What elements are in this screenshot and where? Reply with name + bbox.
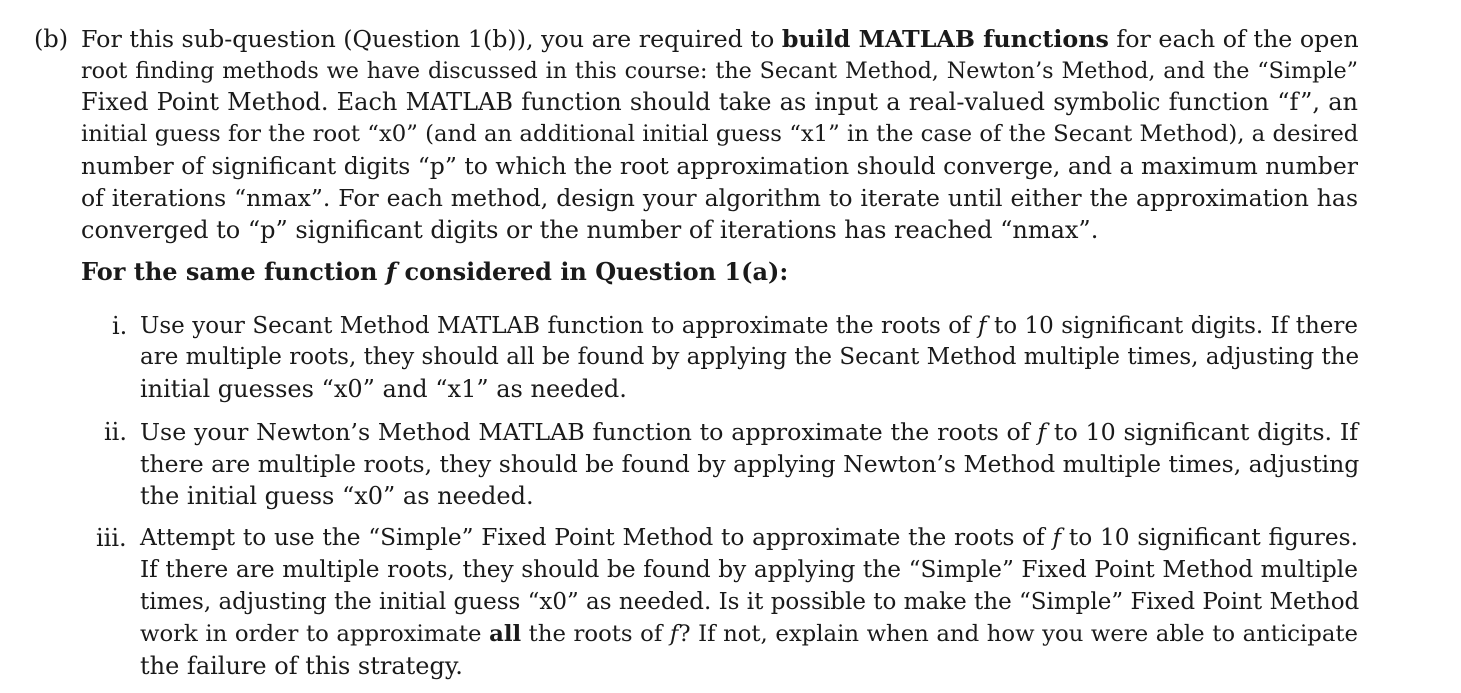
item-i-line-3: initial guesses “x0” and “x1” as needed. [140, 375, 627, 403]
item-ii-line-2: there are multiple roots, they should be found by applying Newton’s Method multiple times, adjusting [140, 450, 1360, 478]
intro-line-1: For this sub-question (Question 1(b)), you are required to build MATLAB functions for each of the open [81, 25, 1359, 53]
item-iii-line-4: work in order to approximate all the roots of f? If not, explain when and how you were able to anticipate [140, 621, 1359, 647]
item-iii-line-5: the failure of this strategy. [140, 652, 463, 680]
intro-line-3: Fixed Point Method. Each MATLAB function should take as input a real-valued symbolic function “f”, an [81, 88, 1358, 116]
item-i-line-2: are multiple roots, they should all be found by applying the Secant Method multiple times, adjusting the [140, 344, 1360, 370]
emphasis-build-matlab: build MATLAB functions [781, 25, 1109, 53]
item-ii-line-3: the initial guess “x0” as needed. [140, 482, 534, 510]
intro-line-5: number of significant digits “p” to which the root approximation should converge, and a maximum number [81, 152, 1358, 180]
intro-line-2: root finding methods we have discussed in this course: the Secant Method, Newton’s Method, and the “Simple” [81, 58, 1358, 84]
item-marker: ii. [104, 418, 127, 446]
item-marker: iii. [96, 524, 127, 552]
section-heading: For the same function f considered in Question 1(a): [81, 257, 789, 286]
intro-line-4: initial guess for the root “x0” (and an additional initial guess “x1” in the case of the Secant Method), a desired [81, 121, 1359, 147]
item-iii-line-3: times, adjusting the initial guess “x0” as needed. Is it possible to make the “Simple” Fixed Point Method [140, 589, 1360, 615]
emphasis-all: all [489, 621, 522, 647]
item-iii-line-1: Attempt to use the “Simple” Fixed Point Method to approximate the roots of f to 10 significant figures. [140, 524, 1359, 551]
item-iii-line-2: If there are multiple roots, they should be found by applying the “Simple” Fixed Point Method multiple [140, 556, 1358, 583]
intro-line-6: of iterations “nmax”. For each method, design your algorithm to iterate until either the approximation has [81, 184, 1358, 212]
item-marker: i. [112, 312, 128, 340]
part-label: (b) [34, 25, 69, 53]
item-i-line-1: Use your Secant Method MATLAB function to approximate the roots of f to 10 significant digits. If there [140, 313, 1358, 339]
item-ii-line-1: Use your Newton’s Method MATLAB function to approximate the roots of f to 10 significant digits. If [140, 418, 1359, 446]
intro-line-7: converged to “p” significant digits or the number of iterations has reached “nmax”. [81, 216, 1099, 244]
